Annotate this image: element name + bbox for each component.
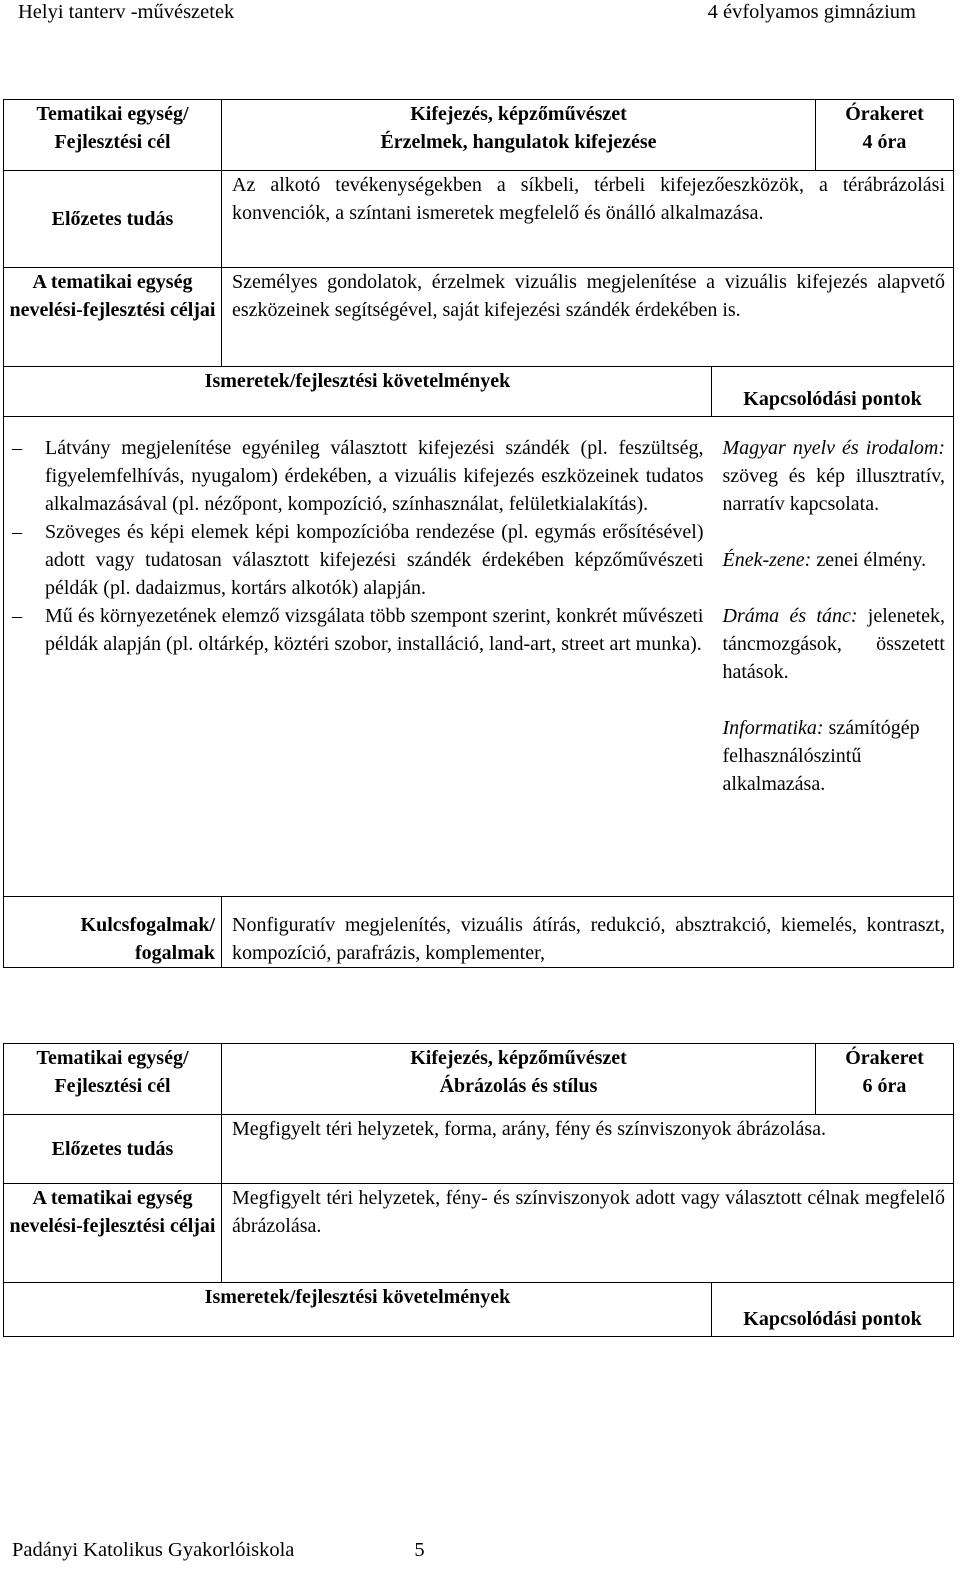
link-subject: Magyar nyelv és irodalom: — [722, 437, 945, 459]
footer-school: Padányi Katolikus Gyakorlóiskola — [12, 1539, 295, 1561]
prior-label: Előzetes tudás — [4, 171, 222, 268]
header-right: 4 évfolyamos gimnázium — [707, 1, 916, 23]
page-footer — [12, 1539, 425, 1562]
link-subject: Ének-zene: — [722, 549, 812, 571]
unit-title-line2: Érzelmek, hangulatok kifejezése — [380, 131, 657, 153]
hours-label: Órakeret — [845, 103, 924, 125]
requirements-header: Ismeretek/fejlesztési követelmények — [4, 1283, 712, 1337]
unit-title-line1: Kifejezés, képzőművészet — [410, 1047, 627, 1069]
hours-label: Órakeret — [845, 1047, 924, 1069]
requirements-header: Ismeretek/fejlesztési követelmények — [4, 367, 712, 417]
unit-table-1 — [3, 99, 954, 968]
keywords-text: Nonfiguratív megjelenítés, vizuális átírás, redukció, absztrakció, kiemelés, kontraszt, kompozíció, parafrázis, komplementer, — [222, 897, 954, 968]
hours-cell — [816, 100, 954, 171]
header-left: Helyi tanterv -művészetek — [18, 1, 235, 23]
unit-title — [222, 1044, 816, 1115]
requirements-list — [4, 434, 704, 658]
requirement-item: – Látvány megjelenítése egyénileg választott kifejezési szándék (pl. feszültség, figyelemfelhívás, nyugalom) érdekében, a vizuális kifejezés eszközeinek tudatos alkalmazásával (pl. nézőpont, kompozíció, színhasználat, felületkialakítás). — [4, 434, 704, 518]
page-number: 5 — [414, 1539, 425, 1561]
links-header: Kapcsolódási pontok — [712, 1283, 954, 1337]
link-text: számítógép felhasználószintű alkalmazása. — [722, 717, 920, 795]
unit-title-line2: Ábrázolás és stílus — [439, 1075, 598, 1097]
link-item — [723, 714, 946, 798]
link-item — [723, 434, 946, 518]
link-item — [723, 602, 946, 686]
hours-cell — [816, 1044, 954, 1115]
link-text: zenei élmény. — [811, 549, 927, 571]
links-header: Kapcsolódási pontok — [712, 367, 954, 417]
prior-label: Előzetes tudás — [4, 1115, 222, 1184]
hours-value: 6 óra — [862, 1075, 907, 1097]
hours-value: 4 óra — [862, 131, 907, 153]
unit-table-2 — [3, 1043, 954, 1337]
unit-title-line1: Kifejezés, képzőművészet — [410, 103, 627, 125]
unit-label: Tematikai egység/ Fejlesztési cél — [4, 1044, 222, 1115]
requirement-item: – Szöveges és képi elemek képi kompozícióba rendezése (pl. egymás erősítésével) adott vagy tudatosan választott kifejezési szándék érdekében képzőművészeti példák (pl. dadaizmus, kortárs alkotók) alapján. — [4, 518, 704, 602]
goals-label: A tematikai egység nevelési-fejlesztési céljai — [4, 1184, 222, 1283]
goals-text: Személyes gondolatok, érzelmek vizuális megjelenítése a vizuális kifejezés alapvető eszközeinek segítségével, saját kifejezési szándék érdekében is. — [222, 268, 954, 367]
link-subject: Dráma és tánc: — [722, 605, 858, 627]
link-text: jelenetek, táncmozgások, összetett hatások. — [722, 605, 945, 683]
unit-label: Tematikai egység/ Fejlesztési cél — [4, 100, 222, 171]
prior-text: Az alkotó tevékenységekben a síkbeli, térbeli kifejezőeszközök, a térábrázolási konvenciók, a színtani ismeretek megfelelő és önálló alkalmazása. — [222, 171, 954, 268]
prior-text: Megfigyelt téri helyzetek, forma, arány, fény és színviszonyok ábrázolása. — [222, 1115, 954, 1184]
link-subject: Informatika: — [722, 717, 824, 739]
link-item — [723, 546, 946, 574]
page-header — [18, 0, 916, 30]
links-cell — [712, 417, 954, 897]
keywords-label: Kulcsfogalmak/ fogalmak — [4, 897, 222, 968]
link-text: szöveg és kép illusztratív, narratív kapcsolata. — [722, 465, 945, 515]
goals-text: Megfigyelt téri helyzetek, fény- és színviszonyok adott vagy választott célnak megfelelő ábrázolása. — [222, 1184, 954, 1283]
requirement-item: – Mű és környezetének elemző vizsgálata több szempont szerint, konkrét művészeti példák alapján (pl. oltárkép, köztéri szobor, installáció, land-art, street art munka). — [4, 602, 704, 658]
goals-label: A tematikai egység nevelési-fejlesztési céljai — [4, 268, 222, 367]
requirements-cell — [4, 417, 712, 897]
unit-title — [222, 100, 816, 171]
